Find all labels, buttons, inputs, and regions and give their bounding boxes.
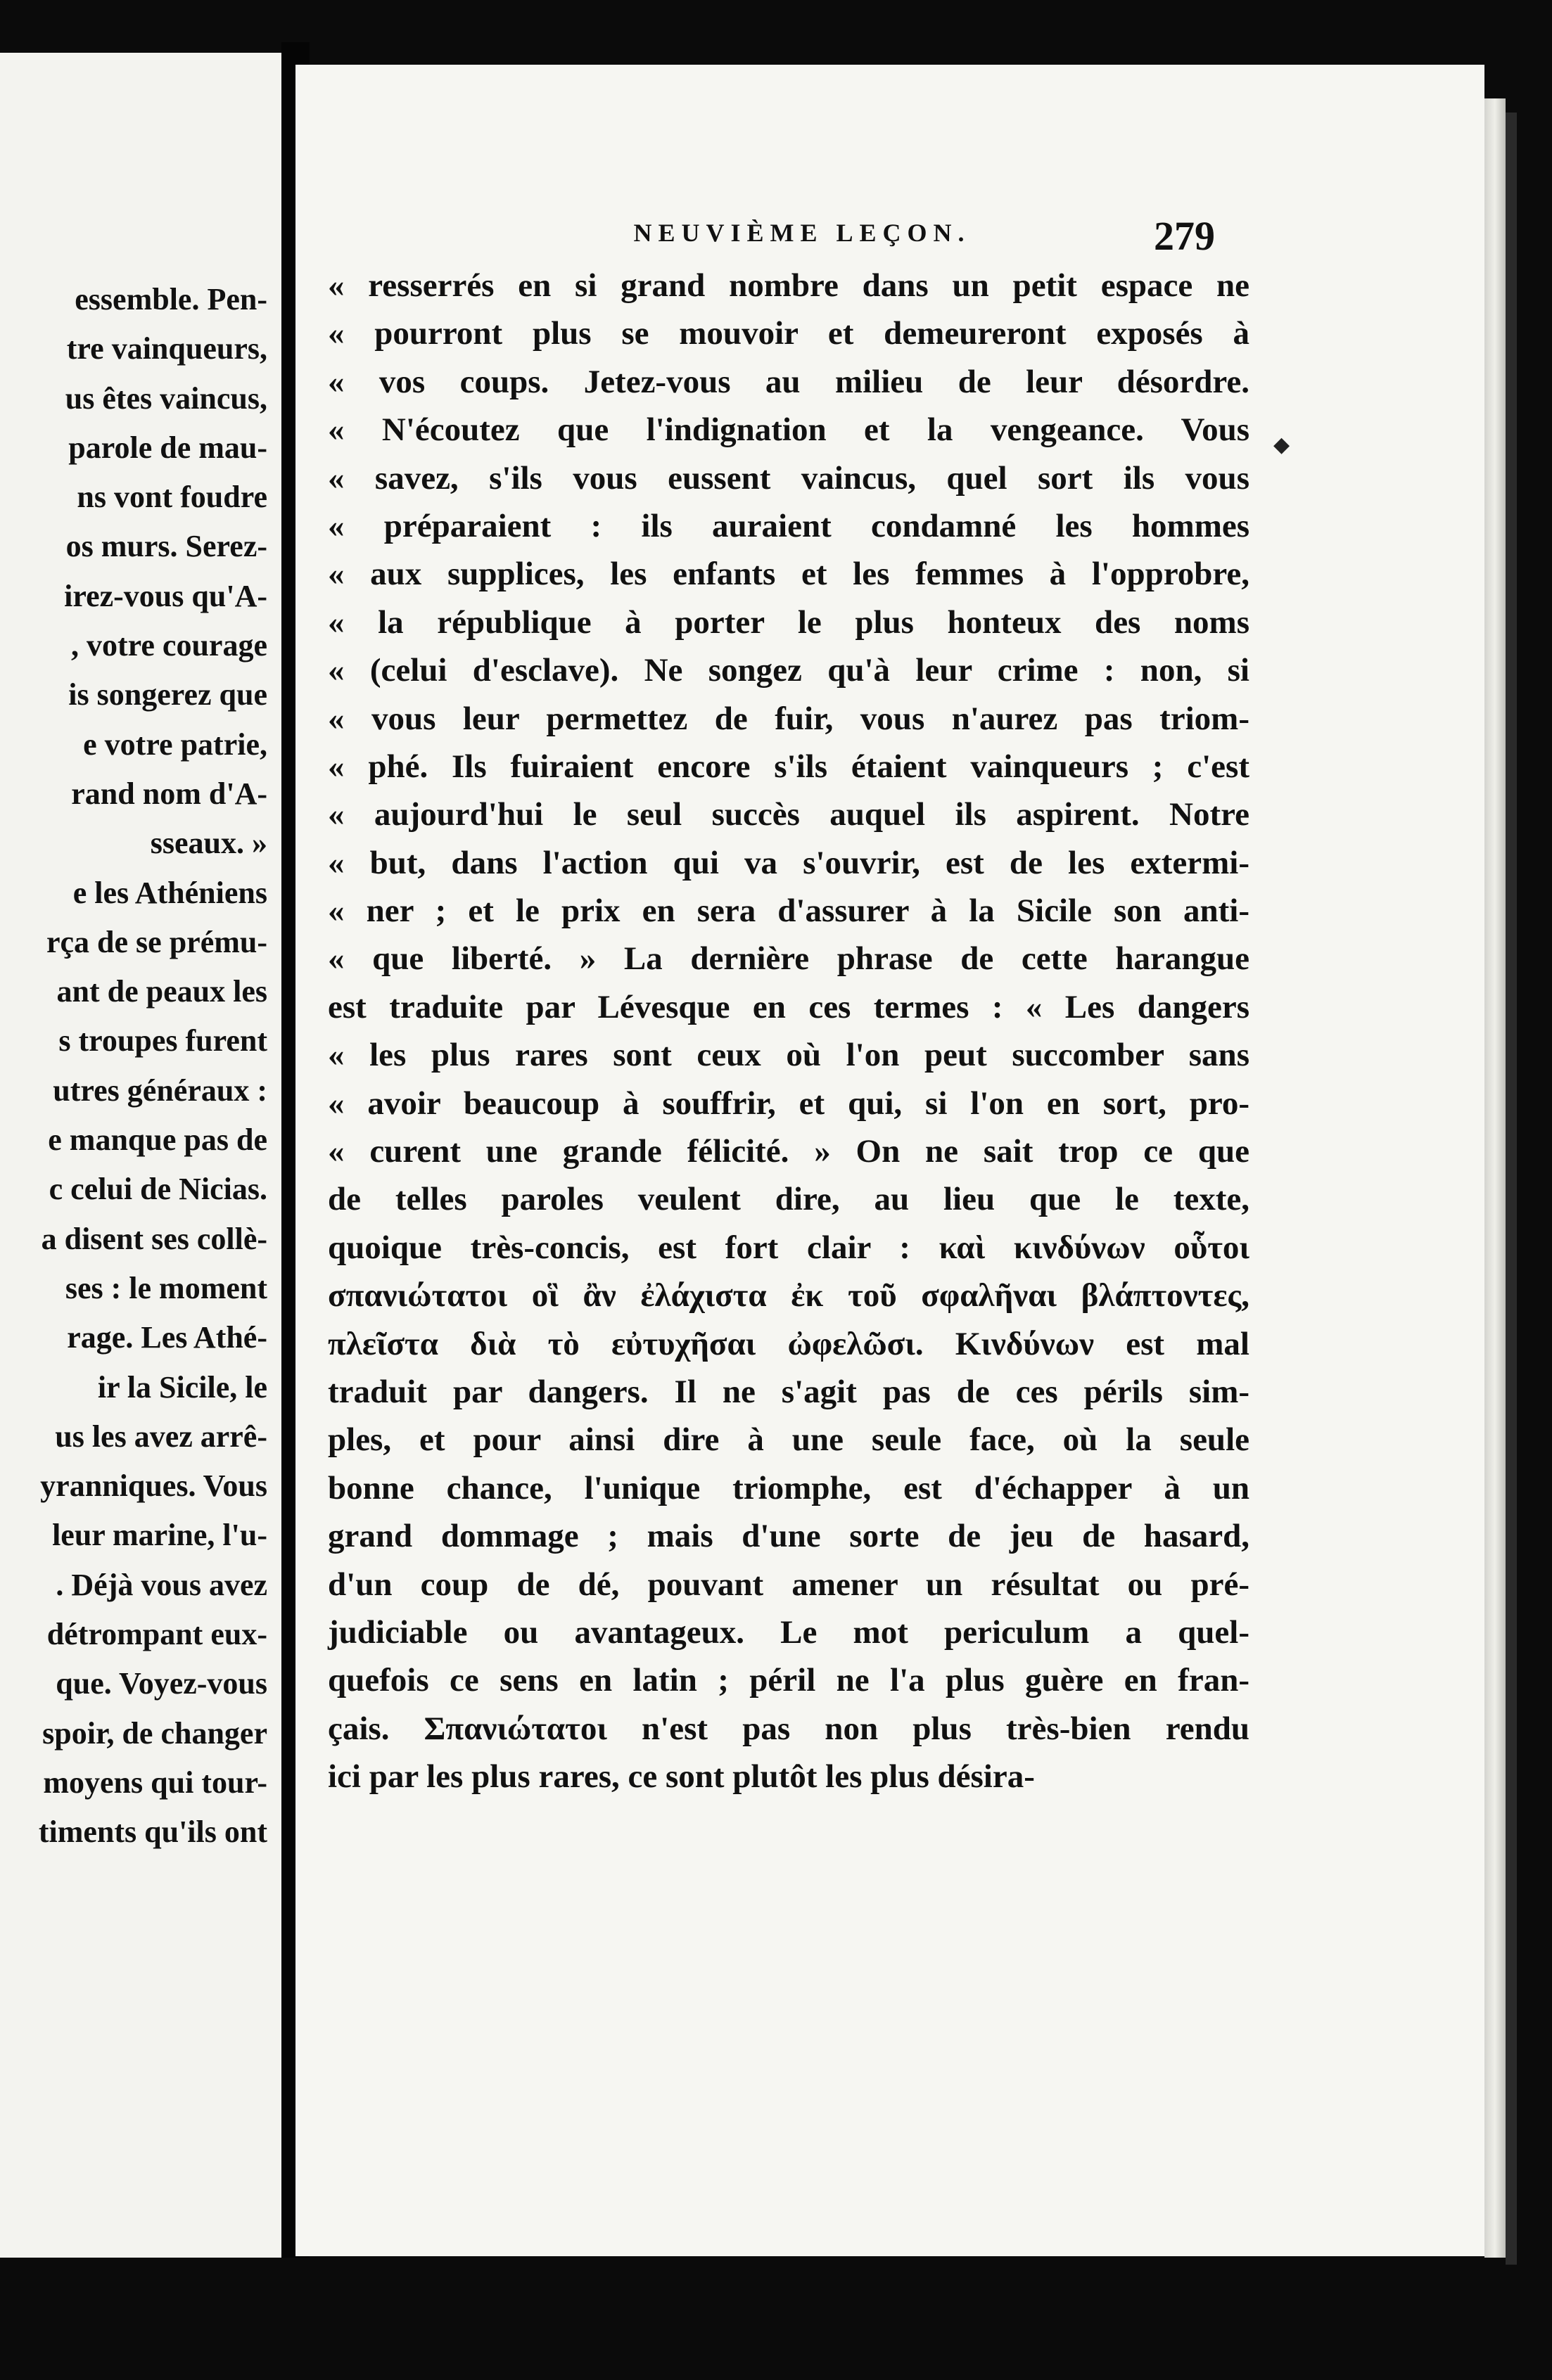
left-page-line: rand nom d'A- xyxy=(71,776,267,811)
body-line: « préparaient : ils auraient condamné les hommes xyxy=(328,507,1249,544)
body-line: d'un coup de dé, pouvant amener un résultat ou pré- xyxy=(328,1566,1249,1603)
body-line: « curent une grande félicité. » On ne sait trop ce que xyxy=(328,1133,1249,1170)
left-page xyxy=(0,53,281,2258)
running-head: NEUVIÈME LEÇON. xyxy=(633,219,971,247)
body-line: grand dommage ; mais d'une sorte de jeu de hasard, xyxy=(328,1518,1249,1555)
left-page-line: que. Voyez-vous xyxy=(56,1666,267,1701)
page-edge-shadow xyxy=(1506,113,1517,2265)
left-page-line: sseaux. » xyxy=(150,826,267,861)
body-line: « resserrés en si grand nombre dans un petit espace ne xyxy=(328,267,1249,304)
left-page-line: rage. Les Athé- xyxy=(67,1320,267,1355)
marginal-mark: ◆ xyxy=(1273,433,1290,457)
left-page-line: is songerez que xyxy=(68,677,267,712)
left-page-line: e votre patrie, xyxy=(83,727,267,762)
left-page-line: os murs. Serez- xyxy=(65,529,267,564)
left-page-line: leur marine, l'u- xyxy=(52,1518,267,1553)
left-page-line: timents qu'ils ont xyxy=(38,1815,267,1850)
body-line: « vous leur permettez de fuir, vous n'aurez pas triom- xyxy=(328,700,1249,737)
body-line: judiciable ou avantageux. Le mot periculum a quel- xyxy=(328,1613,1249,1651)
left-page-line: rça de se prému- xyxy=(46,924,267,959)
body-line: « phé. Ils fuiraient encore s'ils étaient vainqueurs ; c'est xyxy=(328,748,1249,785)
left-page-line: détrompant eux- xyxy=(46,1617,267,1652)
left-page-line: moyens qui tour- xyxy=(43,1765,267,1800)
body-line: « la république à porter le plus honteux des noms xyxy=(328,603,1249,641)
body-line: « ner ; et le prix en sera d'assurer à la Sicile son anti- xyxy=(328,892,1249,930)
body-line: traduit par dangers. Il ne s'agit pas de ces périls sim- xyxy=(328,1373,1249,1410)
page-number: 279 xyxy=(1154,213,1215,259)
left-page-line: ses : le moment xyxy=(65,1270,267,1305)
left-page-line: us les avez arrê- xyxy=(55,1419,267,1454)
left-page-line: essemble. Pen- xyxy=(75,282,267,316)
body-line: de telles paroles veulent dire, au lieu que le texte, xyxy=(328,1181,1249,1218)
body-line: ici par les plus rares, ce sont plutôt les plus désira- xyxy=(328,1758,1035,1796)
left-page-text xyxy=(0,275,267,1857)
left-page-line: ir la Sicile, le xyxy=(97,1369,267,1405)
left-page-line: e manque pas de xyxy=(48,1122,267,1158)
left-page-line: ant de peaux les xyxy=(56,974,267,1009)
page-edge xyxy=(1484,98,1506,2258)
left-page-line: yranniques. Vous xyxy=(40,1469,267,1504)
body-line: « avoir beaucoup à souffrir, et qui, si l'on en sort, pro- xyxy=(328,1085,1249,1122)
left-page-line: us êtes vaincus, xyxy=(65,380,267,416)
body-line: « N'écoutez que l'indignation et la vengeance. Vous xyxy=(328,411,1249,449)
body-line: quefois ce sens en latin ; péril ne l'a plus guère en fran- xyxy=(328,1662,1249,1699)
body-line: bonne chance, l'unique triomphe, est d'échapper à un xyxy=(328,1469,1249,1506)
left-page-line: . Déjà vous avez xyxy=(56,1567,267,1602)
left-page-line: e les Athéniens xyxy=(72,875,267,910)
left-page-line: ns vont foudre xyxy=(77,480,267,515)
left-page-line: a disent ses collè- xyxy=(41,1221,267,1256)
body-line: est traduite par Lévesque en ces termes : « Les dangers xyxy=(328,988,1249,1025)
body-line: « pourront plus se mouvoir et demeureront exposés à xyxy=(328,315,1249,352)
body-line: « aux supplices, les enfants et les femmes à l'opprobre, xyxy=(328,556,1249,593)
body-line: « vos coups. Jetez-vous au milieu de leur désordre. xyxy=(328,363,1249,400)
left-page-line: utres généraux : xyxy=(53,1073,267,1108)
left-page-line: s troupes furent xyxy=(58,1023,267,1058)
body-line: σπανιώτατοι οἳ ἂν ἐλάχιστα ἐκ τοῦ σφαλῆναι βλάπτοντες, xyxy=(328,1277,1249,1314)
body-line: « les plus rares sont ceux où l'on peut succomber sans xyxy=(328,1037,1249,1074)
left-page-line: , votre courage xyxy=(71,628,267,663)
body-line: « savez, s'ils vous eussent vaincus, quel sort ils vous xyxy=(328,459,1249,497)
body-line: « aujourd'hui le seul succès auquel ils aspirent. Notre xyxy=(328,796,1249,833)
body-line: quoique très-concis, est fort clair : καὶ κινδύνων οὗτοι xyxy=(328,1229,1249,1266)
left-page-line: irez-vous qu'A- xyxy=(64,578,267,613)
body-line: ples, et pour ainsi dire à une seule face, où la seule xyxy=(328,1421,1249,1459)
body-line: « but, dans l'action qui va s'ouvrir, est de les extermi- xyxy=(328,844,1249,881)
body-line: çais. Σπανιώτατοι n'est pas non plus très-bien rendu xyxy=(328,1710,1249,1747)
body-line: « (celui d'esclave). Ne songez qu'à leur crime : non, si xyxy=(328,652,1249,689)
left-page-line: tre vainqueurs, xyxy=(66,331,267,366)
left-page-line: parole de mau- xyxy=(68,430,267,465)
left-page-line: spoir, de changer xyxy=(42,1715,267,1751)
body-line: πλεῖστα διὰ τὸ εὐτυχῆσαι ὠφελῶσι. Κινδύνων est mal xyxy=(328,1325,1249,1362)
body-text xyxy=(328,262,1249,1801)
left-page-line: c celui de Nicias. xyxy=(49,1172,267,1207)
body-line: « que liberté. » La dernière phrase de cette harangue xyxy=(328,940,1249,978)
